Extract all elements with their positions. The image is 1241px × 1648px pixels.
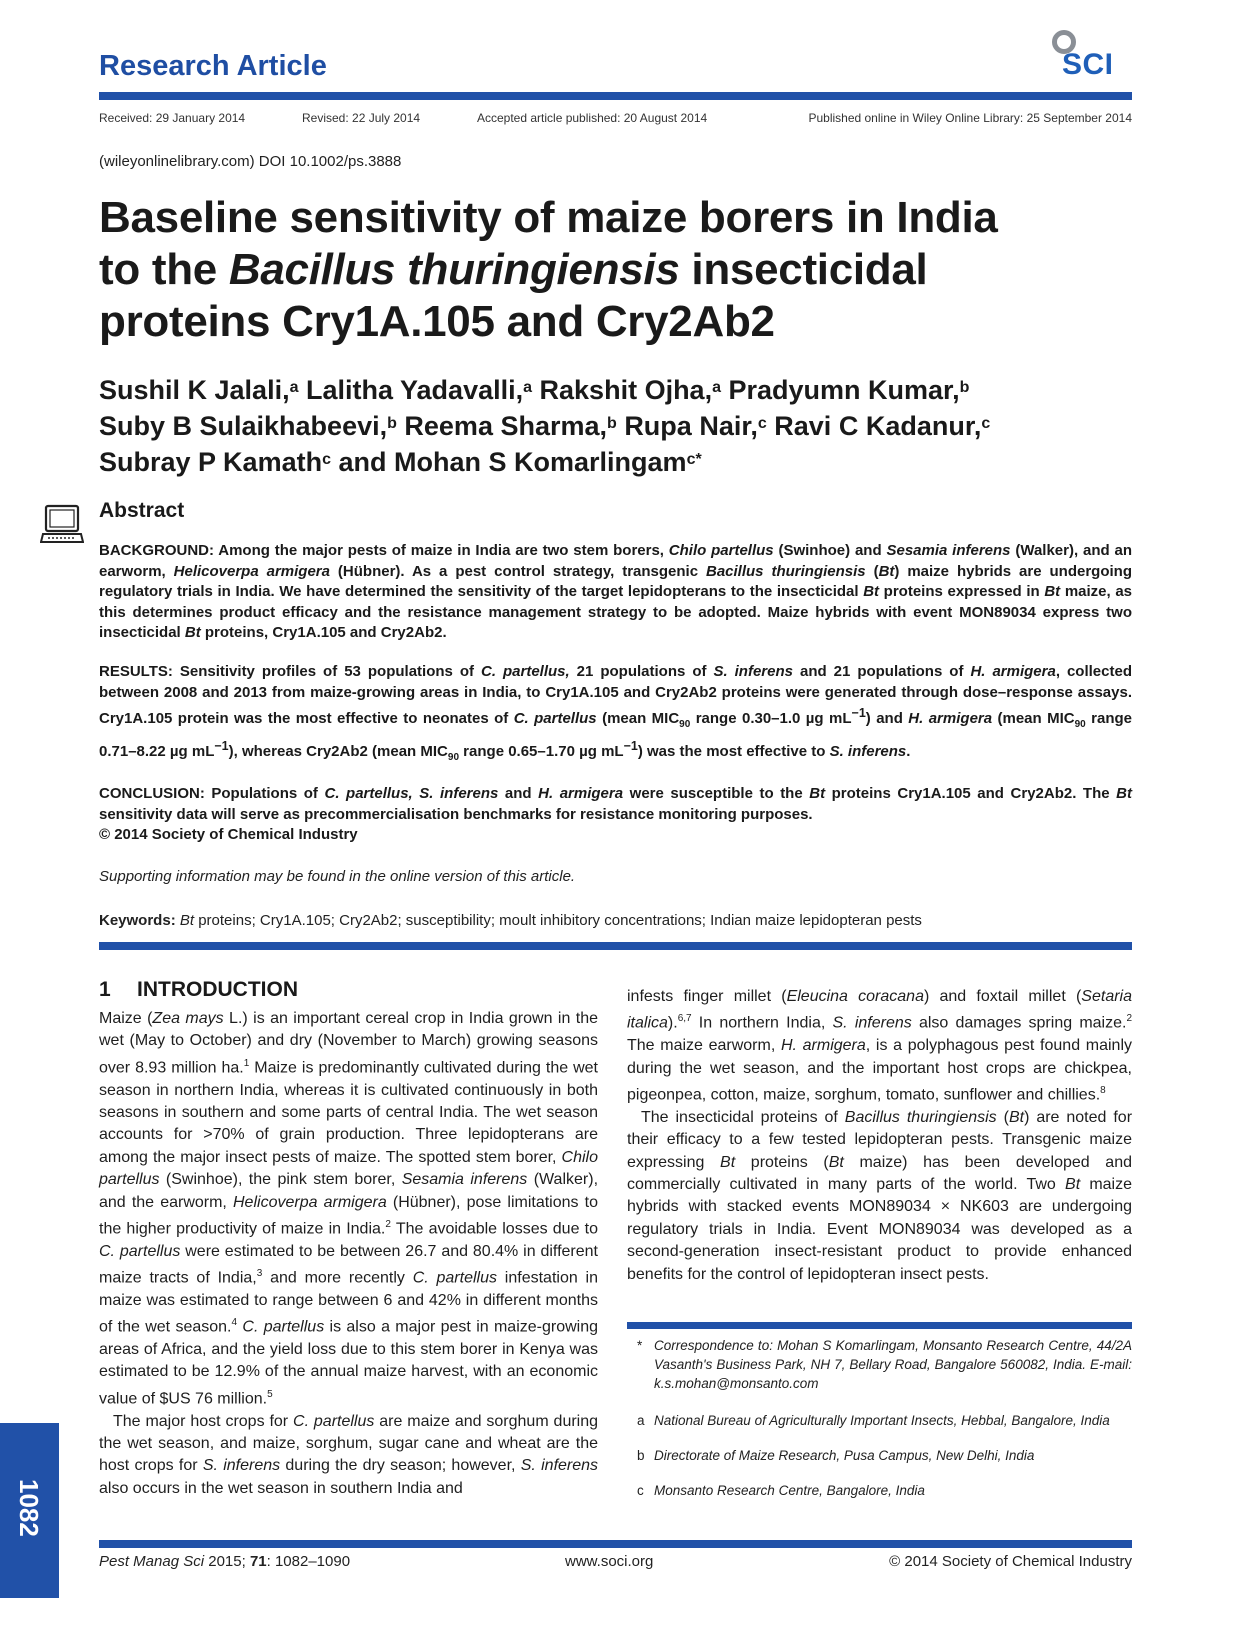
correspondence-footnote: * Correspondence to: Mohan S Komarlingam, Monsanto Research Centre, 44/2A Vasanth's Business Park, NH 7, Bellary Road, Bangalore 560082, India. E-mail: k.s.mohan@monsanto.com: [637, 1338, 1132, 1391]
author: and Mohan S Komarlingam: [338, 447, 687, 477]
received-date: Received: 29 January 2014: [99, 111, 246, 125]
footer-rule: [99, 1540, 1132, 1548]
section-heading: 1 INTRODUCTION: [99, 978, 298, 1001]
affiliation-b: b Directorate of Maize Research, Pusa Campus, New Delhi, India: [637, 1448, 1035, 1463]
paragraph: infests finger millet (Eleucina coracana) and foxtail millet (Setaria italica).$^{6,7}$ In northern India, S. inferens also damages spring maize.$^2$ The maize earworm, H. armigera, is a polyphagous pest found mainly during the wet season, and the important host crops are chickpea, pigeonpea, cotton, maize, sorghum, tomato, sunflower and chillies.$^8$: [627, 988, 1133, 1104]
author: Reema Sharma,: [404, 411, 608, 441]
author: Pradyumn Kumar,: [728, 375, 960, 405]
body-column-left: [99, 1008, 598, 1500]
section-label: Research Article: [99, 50, 327, 82]
keywords: Keywords: Bt proteins; Cry1A.105; Cry2Ab2; susceptibility; moult inhibitory concentrations; Indian maize lepidopteran pests: [99, 912, 922, 929]
author-list: Sushil K Jalali,$^a$ Lalitha Yadavalli,$^a$ Rakshit Ojha,$^a$ Pradyumn Kumar,$^b$ Suby B Sulaikhabeevi,$^b$ Reema Sharma,$^b$ Rupa Nair,$^c$ Ravi C Kadanur,$^c$ Subray P Kamath$^c$ and Mohan S Komarlingam$^{c*}$: [99, 375, 991, 477]
author: Ravi C Kadanur,: [774, 411, 982, 441]
header-rule: [99, 92, 1132, 100]
author: Lalitha Yadavalli,: [306, 375, 524, 405]
title-line-3: proteins Cry1A.105 and Cry2Ab2: [99, 297, 775, 346]
abstract-conclusion: CONCLUSION: Populations of C. partellus, S. inferens and H. armigera were susceptible to the Bt proteins Cry1A.105 and Cry2Ab2. The Bt sensitivity data will serve as precommercialisation benchmarks for resistance monitoring purposes. © 2014 Society of Chemical Industry: [99, 785, 1132, 843]
footer-copyright: © 2014 Society of Chemical Industry: [889, 1553, 1132, 1570]
author: Rupa Nair,: [624, 411, 758, 441]
paragraph: The major host crops for C. partellus are maize and sorghum during the wet season, and maize, sorghum, sugar cane and wheat are the host crops for S. inferens during the dry season; however, S. inferens also occurs in the wet season in southern India and: [99, 1412, 599, 1497]
title-line-1: Baseline sensitivity of maize borers in India: [99, 193, 998, 242]
author: Sushil K Jalali,: [99, 375, 290, 405]
footer-website[interactable]: www.soci.org: [565, 1553, 654, 1570]
article-title: [99, 192, 1139, 348]
abstract-background: BACKGROUND: Among the major pests of maize in India are two stem borers, Chilo partellus (Swinhoe) and Sesamia inferens (Walker), and an earworm, Helicoverpa armigera (Hübner). As a pest control strategy, transgenic Bacillus thuringiensis (Bt) maize hybrids are undergoing regulatory trials in India. We have determined the sensitivity of the target lepidopterans to the insecticidal Bt proteins expressed in Bt maize, as this determines product efficacy and the resistance management strategy to be adopted. Maize hybrids with event MON89034 express two insecticidal Bt proteins, Cry1A.105 and Cry2Ab2.: [99, 542, 1133, 641]
doi: (wileyonlinelibrary.com) DOI 10.1002/ps.3888: [99, 153, 402, 170]
supporting-info: Supporting information may be found in the online version of this article.: [99, 868, 576, 885]
published-date: Published online in Wiley Online Library: 25 September 2014: [808, 111, 1132, 125]
title-line-2: to the Bacillus thuringiensis insecticidal: [99, 245, 928, 294]
body-column-right: [627, 986, 1132, 1286]
affiliation-c: c Monsanto Research Centre, Bangalore, India: [637, 1483, 925, 1498]
paragraph: Maize (Zea mays L.) is an important cereal crop in India grown in the wet (May to October) and dry (November to March) growing seasons over 8.93 million ha.$^1$ Maize is predominantly cultivated during the wet season in northern India, whereas it is cultivated continuously in both seasons in southern and some parts of central India. The wet season accounts for >70% of grain production. Three lepidopterans are among the major insect pests of maize. The spotted stem borer, Chilo partellus (Swinhoe), the pink stem borer, Sesamia inferens (Walker), and the earworm, Helicoverpa armigera (Hübner), pose limitations to the higher productivity of maize in India.$^2$ The avoidable losses due to C. partellus were estimated to be between 26.7 and 80.4% in different maize tracts of India,$^3$ and more recently C. partellus infestation in maize was estimated to range between 6 and 42% in different months of the wet season.$^4$ C. partellus is also a major pest in maize-growing areas of Africa, and the yield loss due to this stem borer in Kenya was estimated to be 12.9% of the annual maize harvest, with an economic value of $US 76 million.$^5$: [99, 1010, 599, 1408]
accepted-date: Accepted article published: 20 August 2014: [477, 111, 708, 125]
author: Rakshit Ojha,: [539, 375, 713, 405]
page-number: 1082: [14, 1479, 44, 1537]
paragraph: The insecticidal proteins of Bacillus thuringiensis (Bt) are noted for their efficacy to a few tested lepidopteran pests. Transgenic maize expressing Bt proteins (Bt maize) has been developed and commercially cultivated in many parts of the world. Two Bt maize hybrids with stacked events MON89034 × NK603 are undergoing regulatory trials in India. Event MON89034 was developed as a second-generation insect-resistant product to provide enhanced benefits for the control of lepidopteran insect pests.: [627, 1108, 1133, 1283]
author: Suby B Sulaikhabeevi,: [99, 411, 388, 441]
laptop-icon: [40, 504, 84, 546]
author: Subray P Kamath: [99, 447, 323, 477]
footnote-rule: [627, 1322, 1132, 1329]
logo-text: SCI: [1062, 48, 1114, 81]
sci-logo: [1052, 30, 1132, 82]
footer-citation: Pest Manag Sci 2015; 71: 1082–1090: [99, 1553, 351, 1570]
affiliation-a: a National Bureau of Agriculturally Important Insects, Hebbal, Bangalore, India: [637, 1413, 1110, 1428]
revised-date: Revised: 22 July 2014: [302, 111, 421, 125]
abstract-results: RESULTS: Sensitivity profiles of 53 populations of C. partellus, 21 populations of S. inferens and 21 populations of H. armigera, collected between 2008 and 2013 from maize-growing areas in India, to Cry1A.105 and Cry2Ab2 proteins were generated through dose–response assays. Cry1A.105 protein was the most effective to neonates of C. partellus (mean $MIC_{90}$ range 0.30–1.0 µg $mL^{-1}$) and H. armigera (mean $MIC_{90}$ range 0.71–8.22 µg $mL^{-1}$), whereas Cry2Ab2 (mean $MIC_{90}$ range 0.65–1.70 µg $mL^{-1}$) was the most effective to S. inferens.: [99, 663, 1133, 763]
abstract-heading: Abstract: [99, 499, 185, 522]
page-number-tab: [0, 1423, 59, 1598]
section-rule: [99, 942, 1132, 950]
